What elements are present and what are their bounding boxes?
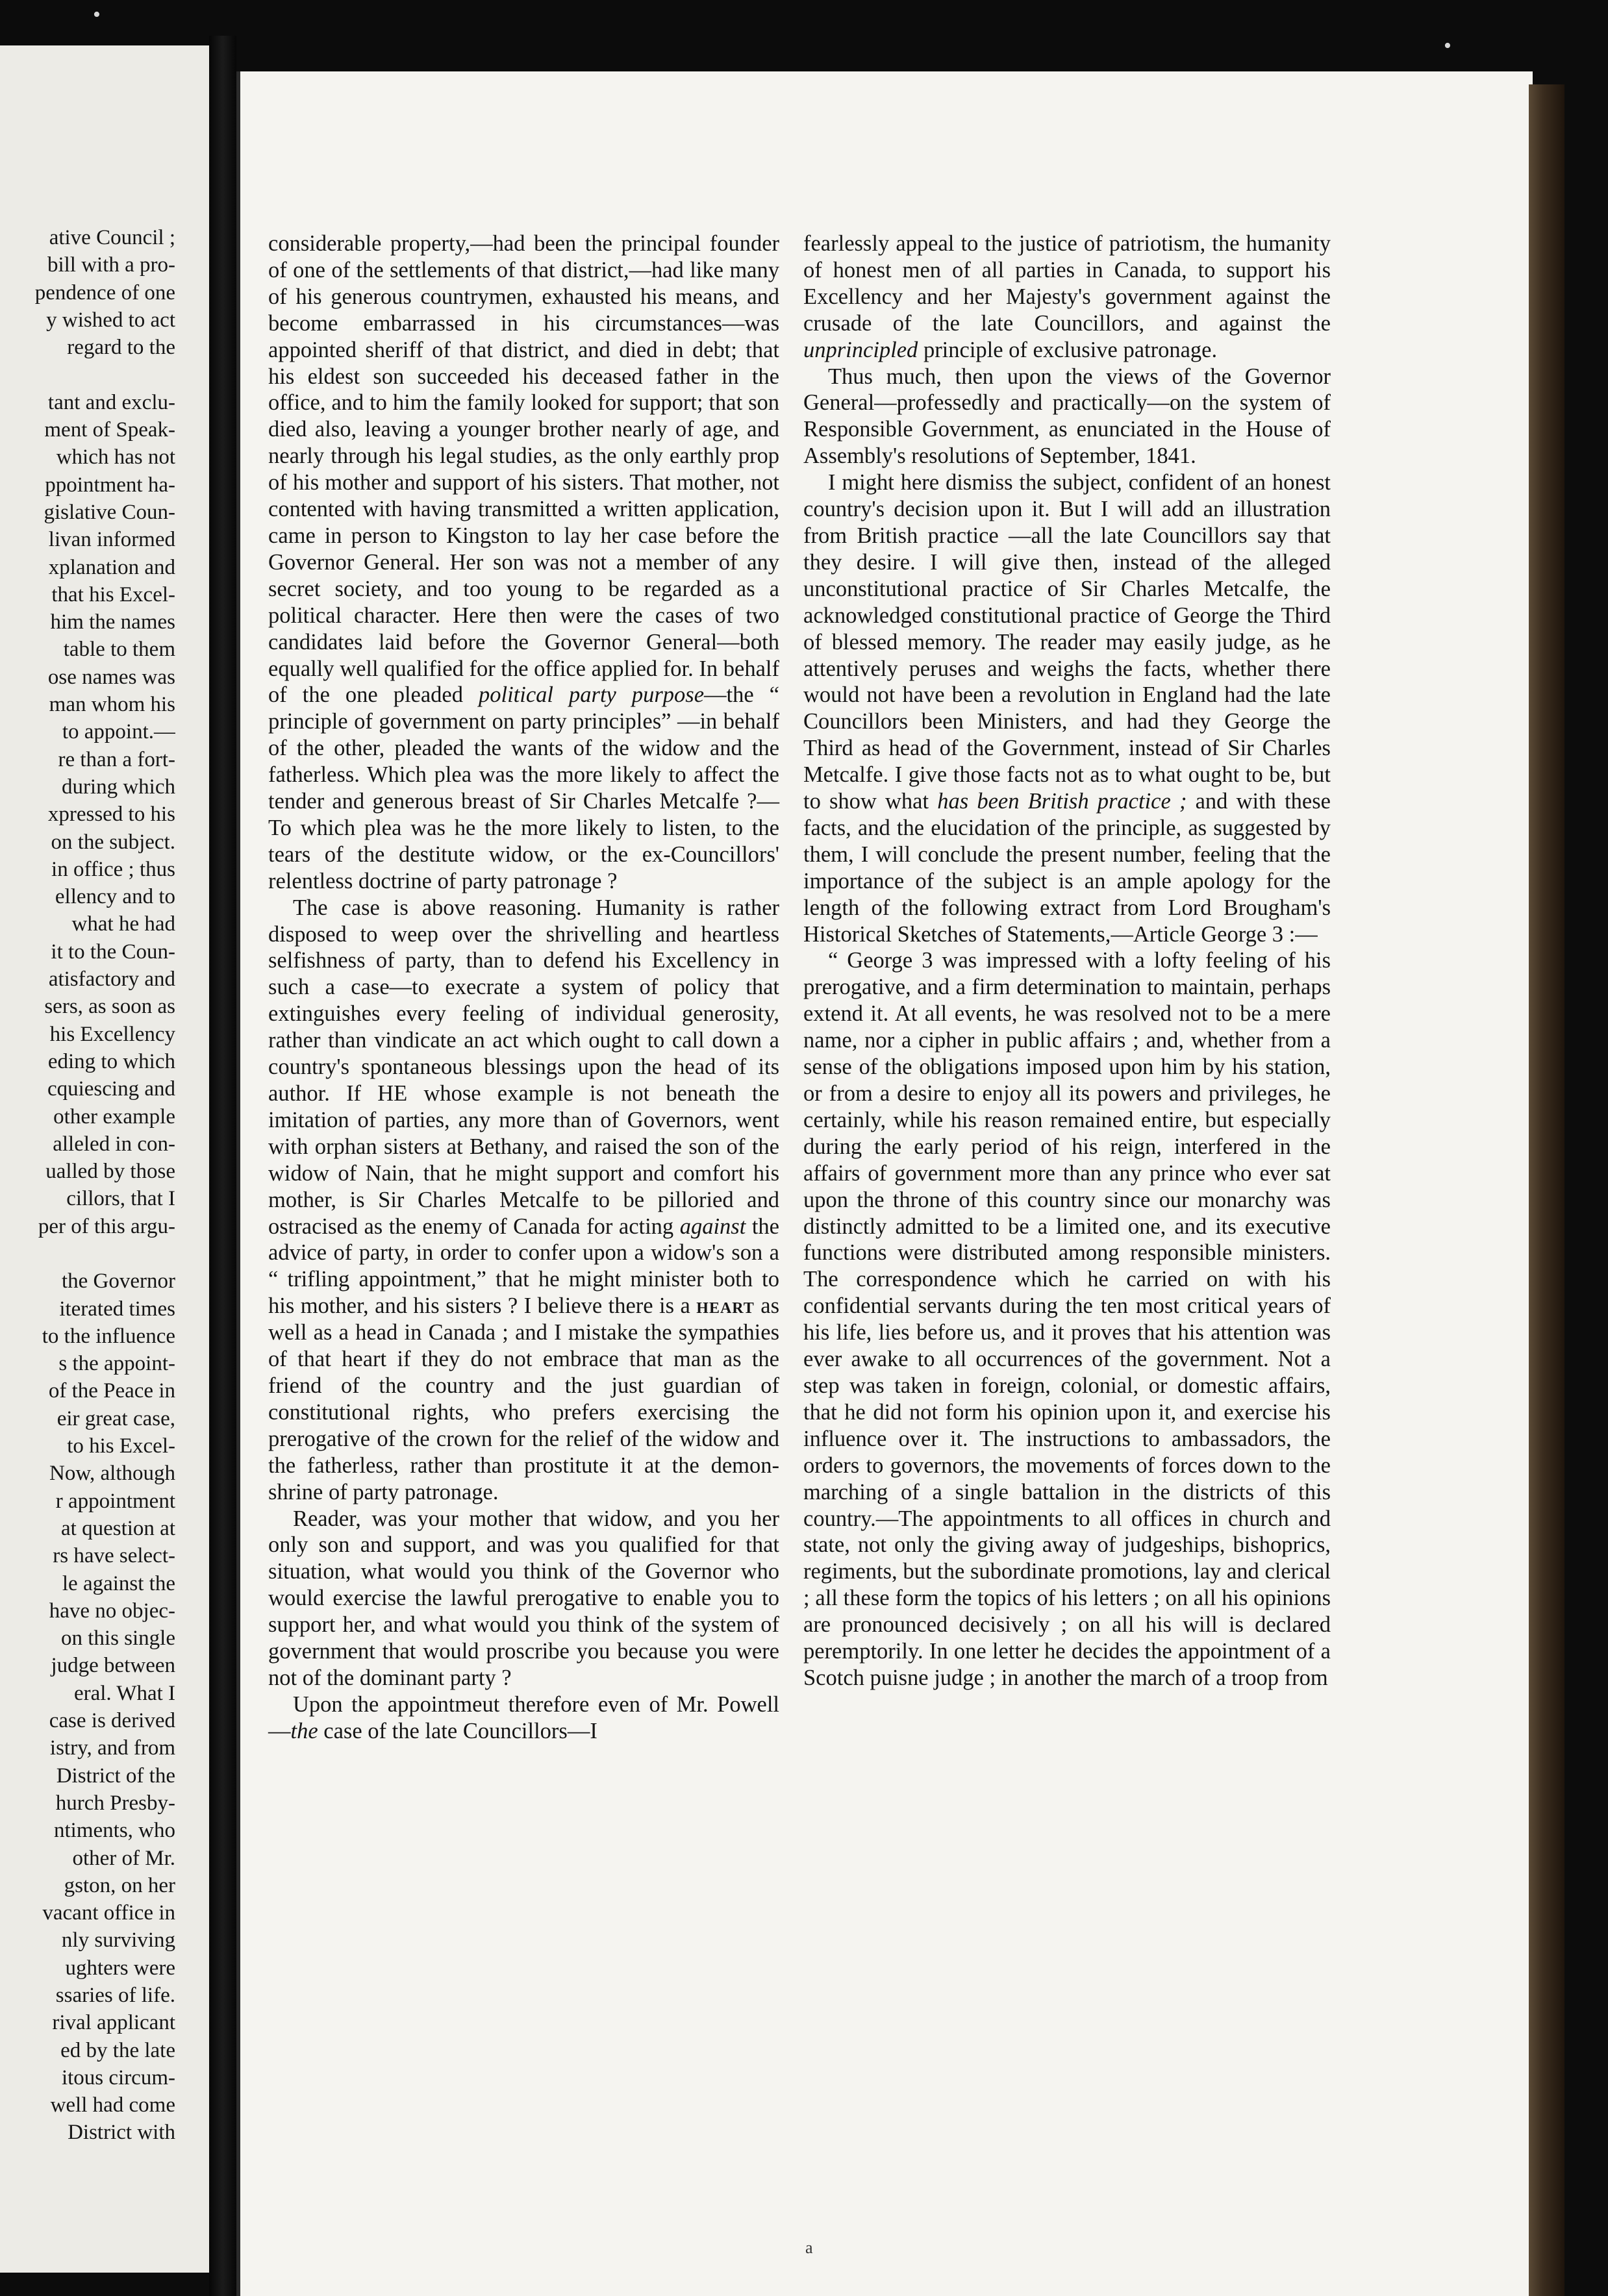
left-page-line: livan informed <box>48 528 175 552</box>
left-page-line: what he had <box>71 912 175 936</box>
left-page-line: him the names <box>50 610 175 634</box>
left-page-line: in office ; thus <box>51 857 175 881</box>
left-page-line: rs have select- <box>53 1544 175 1568</box>
left-page-line: tant and exclu- <box>47 390 175 414</box>
left-page-line: ualled by those <box>45 1160 175 1184</box>
left-page-line: ntiments, who <box>54 1819 175 1843</box>
left-page-line: xplanation and <box>48 555 175 579</box>
left-page-line: y wished to act <box>46 308 175 332</box>
left-page-line: le against the <box>62 1571 175 1595</box>
left-page-line: other of Mr. <box>72 1846 175 1870</box>
left-page-line: ose names was <box>47 665 175 689</box>
quote-paragraph: “ George 3 was impressed with a lofty feeling of his prerogative, and a firm determination to maintain, perhaps extend it. At all events, he was resolved not to be a mere name, nor a cipher in public affairs ; and, whether from a sense of the obligations imposed upon him by his station, or from a desire to enjoy all its powers and privileges, he certainly, while his reason remained entire, but especially during the early period of his reign, interfered in the affairs of government more than any prince who ever sat upon the throne of this country since our monarchy was distinctly admitted to be a limited one, and its executive functions were distributed among responsible ministers. The correspondence which he carried on with his confidential servants during the ten most critical years of his life, lies before us, and it proves that his attention was ever awake to all occurrences of the government. Not a step was taken in foreign, colonial, or domestic affairs, that he did not form his opinion upon it, and exercise his influence over it. The instructions to ambassadors, the orders to governors, the movements of forces down to the marching of a single battalion in the districts of this country.—The appointments to all offices in church and state, not only the giving away of judgeships, bishoprics, regiments, but the subordinate promotions, lay and clerical ; all these form the topics of his letters ; on all his opinions are pronounced decisively ; on all his will is declared peremptorily. In one letter he decides the appointment of a Scotch puisne judge ; in another the march of a troop from <box>803 948 1331 1690</box>
left-page-line: itous circum- <box>61 2065 175 2090</box>
left-page-line: gislative Coun- <box>44 500 175 524</box>
left-page-line: ppointment ha- <box>45 473 175 497</box>
left-page-line: to the influence <box>42 1324 175 1348</box>
scan-corner-mark: • <box>93 3 101 27</box>
page-edge <box>1529 84 1564 2296</box>
left-page-line: r appointment <box>55 1489 175 1513</box>
left-page-line: have no objec- <box>49 1599 175 1623</box>
left-page-line: other example <box>53 1104 175 1129</box>
left-page-line: ed by the late <box>60 2038 175 2062</box>
left-page-line: per of this argu- <box>38 1214 175 1238</box>
left-page-line: of the Peace in <box>48 1379 175 1403</box>
left-page-line: the Governor <box>61 1269 175 1293</box>
left-page-line: to appoint.— <box>62 720 175 744</box>
left-page-line: iterated times <box>59 1297 175 1321</box>
left-page-line: bill with a pro- <box>47 253 175 277</box>
scan-corner-mark: • <box>1444 34 1451 58</box>
left-page-line: eir great case, <box>57 1406 175 1430</box>
paragraph: Reader, was your mother that widow, and you her only son and support, and was you qualified for that situation, what would you think of the Governor who would exercise the lawful prerogative to enable you to support her, and what would you think of the system of government that would proscribe you because you were not of the dominant party ? <box>268 1506 779 1690</box>
left-page-line: case is derived <box>49 1709 175 1733</box>
left-page-line: eral. What I <box>73 1681 175 1705</box>
left-page-line: sers, as soon as <box>44 995 175 1019</box>
left-page-line: ellency and to <box>55 885 175 909</box>
left-page-line: man whom his <box>49 693 175 717</box>
paragraph: I might here dismiss the subject, confident of an honest country's decision upon it. But I will add an illustration from British practice —all the late Councillors say that they desire. I will give then, instead of the alleged unconstitutional practice of Sir Charles Metcalfe, the acknowledged constitutional practice of George the Third of blessed memory. The reader may easily judge, as he attentively peruses and weighs the facts, whether there would not have been a revolution in England had the late Councillors been Ministers, and had they George the Third as head of the Government, instead of Sir Charles Metcalfe. I give those facts not as to what ought to be, but to show what has been British practice ; and with these facts, and the elucidation of the principle, as suggested by them, I will conclude the present number, feeling that the importance of the subject is an ample apology for the length of the following extract from Lord Brougham's Historical Sketches of Statements,—Article George 3 :— <box>803 470 1331 947</box>
left-page-line: xpressed to his <box>47 803 175 827</box>
left-page-line: to his Excel- <box>67 1434 175 1458</box>
left-page-line: at question at <box>61 1516 175 1540</box>
left-page-line: Now, although <box>49 1462 175 1486</box>
paragraph: Thus much, then upon the views of the Governor General—professedly and practically—on the system of Responsible Government, as enunciated in the House of Assembly's resolutions of September, 1841. <box>803 364 1331 469</box>
left-page-line: rival applicant <box>52 2011 175 2035</box>
left-page-line: judge between <box>51 1654 175 1678</box>
paragraph: considerable property,—had been the principal founder of one of the settlements of that district,—had like many of his generous countrymen, exhausted his means, and become embarrassed in his circumstances—was appointed sheriff of that district, and died in debt; that his eldest son succeeded his deceased father in the office, and to him the family looked for support; that son died also, leaving a younger brother nearly of age, and nearly through his legal studies, as the only earthly prop of his mother and support of his sisters. That mother, not contented with having transmitted a written application, came in person to Kingston to lay her case before the Governor General. Her son was not a member of any secret society, and too young to be regarded as a political character. Here then were the cases of two candidates laid before the Governor General—both equally well qualified for the office applied for. In behalf of the one pleaded political party purpose—the “ principle of government on party principles” —in behalf of the other, pleaded the wants of the widow and the fatherless. Which plea was the more likely to affect the tender and generous breast of Sir Charles Metcalfe ?—To which plea was he the more likely to listen, to the tears of the destitute widow, or the ex-Councillors' relentless doctrine of party patronage ? <box>268 231 779 893</box>
left-page-line: vacant office in <box>42 1901 175 1925</box>
text-column-2 <box>803 231 1331 1691</box>
paragraph: The case is above reasoning. Humanity is rather disposed to weep over the shrivelling and heartless selfishness of party, than to defend his Excellency in such a case—to execrate a system of policy that extinguishes every feeling of individual generosity, rather than vindicate an act which ought to call down a country's spontaneous blessings upon the head of its author. If HE whose example is not beneath the imitation of parties, any more than of Governors, went with orphan sisters at Bethany, and raised the son of the widow of Nain, that he might support and comfort his mother, is Sir Charles Metcalfe to be pilloried and ostracised as the enemy of Canada for acting against the advice of party, in order to confer upon a widow's son a “ trifling appointment,” that he might minister both to his mother, and his sisters ? I believe there is a heart as well as a head in Canada ; and I mistake the sympathies of that heart if they do not embrace that man as the friend of the country and the just guardian of constitutional rights, who prefers exercising the prerogative of the crown for the relief of the widow and the fatherless, rather than prostitute it at the demon-shrine of party patronage. <box>268 895 779 1504</box>
text-column-1 <box>268 231 779 1745</box>
left-page-line: ative Council ; <box>49 226 175 249</box>
left-page-line: hurch Presby- <box>55 1791 175 1815</box>
left-page-line: on the subject. <box>51 830 175 854</box>
left-page-line: ssaries of life. <box>55 1984 175 2007</box>
left-page-line: alleled in con- <box>53 1132 175 1156</box>
left-page-line: regard to the <box>67 336 175 360</box>
left-page <box>0 45 209 2273</box>
left-page-line: it to the Coun- <box>51 940 175 964</box>
left-page-line: which has not <box>56 445 175 469</box>
left-page-line: gston, on her <box>64 1873 175 1897</box>
left-page-line <box>5 361 175 388</box>
left-page-line: ment of Speak- <box>44 418 175 442</box>
left-page-line: re than a fort- <box>58 747 175 771</box>
left-page-line: eding to which <box>47 1049 175 1073</box>
paragraph: fearlessly appeal to the justice of patriotism, the humanity of honest men of all parties in Canada, to support his Excellency and her Majesty's government against the crusade of the late Councillors, and against the unprincipled principle of exclusive patronage. <box>803 231 1331 362</box>
left-page-line: District with <box>68 2121 175 2145</box>
left-page-line <box>5 1240 175 1267</box>
left-page-line: his Excellency <box>49 1022 175 1046</box>
left-page-line: that his Excel- <box>51 582 175 606</box>
left-page-line: istry, and from <box>49 1736 175 1760</box>
left-page-line: nly surviving <box>61 1928 175 1953</box>
left-page-line: pendence of one <box>34 281 175 305</box>
left-page-line: ughters were <box>65 1956 175 1980</box>
left-page-line: cillors, that I <box>66 1187 175 1211</box>
left-page-line: cquiescing and <box>47 1077 175 1101</box>
paragraph: Upon the appointmeut therefore even of Mr. Powell—the case of the late Councillors—I <box>268 1691 779 1743</box>
left-page-line: atisfactory and <box>48 967 175 992</box>
left-page-line: District of the <box>56 1764 175 1788</box>
left-page-line: on this single <box>60 1627 175 1651</box>
book-gutter <box>209 36 236 2296</box>
left-page-line: during which <box>61 775 175 799</box>
left-page-line: s the appoint- <box>58 1352 175 1376</box>
left-page-line: table to them <box>63 638 175 662</box>
footer-mark: a <box>805 2238 813 2257</box>
left-page-line: well had come <box>50 2093 175 2117</box>
left-page-text-column <box>5 224 175 2147</box>
